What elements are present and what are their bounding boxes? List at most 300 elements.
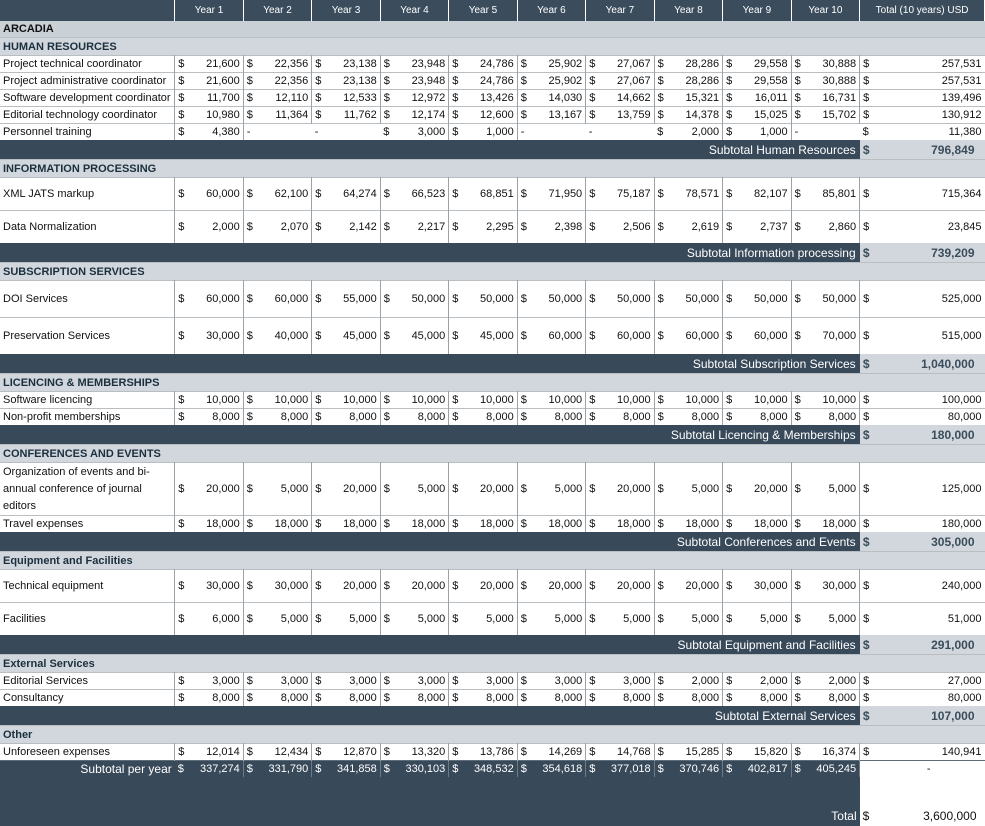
cell-value: 2,142	[328, 211, 380, 244]
currency-symbol: $	[654, 318, 670, 355]
section-header-row	[0, 726, 985, 744]
cell-value: 2,000	[671, 673, 723, 690]
currency-symbol: $	[791, 409, 807, 426]
row-total: 240,000	[873, 570, 985, 603]
currency-symbol: $	[312, 318, 328, 355]
currency-symbol: $	[312, 690, 328, 707]
currency-symbol: $	[860, 409, 873, 426]
cell-value: 6,000	[191, 603, 243, 636]
cell-value: 28,286	[671, 73, 723, 90]
currency-symbol: $	[654, 107, 670, 124]
currency-symbol: $	[723, 178, 739, 211]
table-row	[0, 90, 985, 107]
currency-symbol: $	[243, 73, 259, 90]
currency-symbol: $	[380, 90, 396, 107]
cell-value: 8,000	[397, 690, 449, 707]
currency-symbol: $	[860, 706, 873, 726]
cell-value: 62,100	[260, 178, 312, 211]
cell-value: 23,138	[328, 73, 380, 90]
currency-symbol: $	[723, 56, 739, 73]
currency-symbol: $	[860, 211, 873, 244]
table-row	[0, 516, 985, 533]
row-label: Personnel training	[0, 124, 175, 141]
currency-symbol: $	[791, 392, 807, 409]
per-year-value: 370,746	[671, 761, 723, 778]
cell-value: 2,619	[671, 211, 723, 244]
row-total: 51,000	[873, 603, 985, 636]
cell-value: 2,000	[807, 673, 859, 690]
currency-symbol: $	[586, 318, 602, 355]
currency-symbol: $	[449, 107, 465, 124]
cell-value: 8,000	[191, 409, 243, 426]
cell-value: 5,000	[328, 603, 380, 636]
currency-symbol: $	[380, 761, 396, 778]
cell-value: 10,000	[260, 392, 312, 409]
currency-symbol: $	[791, 690, 807, 707]
cell-value: 45,000	[397, 318, 449, 355]
cell-value: 22,356	[260, 56, 312, 73]
section-title: LICENCING & MEMBERSHIPS	[0, 374, 985, 392]
cell-value: 25,902	[534, 56, 586, 73]
subtotal-value: 739,209	[873, 243, 985, 263]
currency-symbol: $	[723, 690, 739, 707]
cell-value: 20,000	[328, 570, 380, 603]
section-title: SUBSCRIPTION SERVICES	[0, 263, 985, 281]
row-label: Preservation Services	[0, 318, 175, 355]
currency-symbol: $	[312, 211, 328, 244]
cell-value: 5,000	[671, 463, 723, 516]
currency-symbol: $	[860, 90, 873, 107]
currency-symbol: $	[791, 178, 807, 211]
currency-symbol: $	[791, 603, 807, 636]
table-row	[0, 392, 985, 409]
table-row	[0, 603, 985, 636]
subtotal-label: Subtotal Information processing	[0, 243, 860, 263]
cell-value: 66,523	[397, 178, 449, 211]
currency-symbol: $	[860, 673, 873, 690]
cell-value: 68,851	[465, 178, 517, 211]
cell-value: 30,000	[191, 318, 243, 355]
row-total: 125,000	[873, 463, 985, 516]
cell-value: 20,000	[328, 463, 380, 516]
per-year-value: 331,790	[260, 761, 312, 778]
currency-symbol: $	[380, 124, 396, 141]
cell-value: 50,000	[602, 281, 654, 318]
currency-symbol: $	[449, 673, 465, 690]
cell-value: 18,000	[465, 516, 517, 533]
currency-symbol: $	[312, 73, 328, 90]
cell-value: 11,762	[328, 107, 380, 124]
cell-value: 12,434	[260, 744, 312, 761]
section-header-row	[0, 445, 985, 463]
dash-cell: -	[243, 124, 311, 141]
currency-symbol: $	[791, 570, 807, 603]
cell-value: 20,000	[671, 570, 723, 603]
cell-value: 16,011	[739, 90, 791, 107]
cell-value: 60,000	[602, 318, 654, 355]
currency-symbol: $	[791, 107, 807, 124]
cell-value: 2,398	[534, 211, 586, 244]
cell-value: 64,274	[328, 178, 380, 211]
per-year-value: 377,018	[602, 761, 654, 778]
cell-value: 45,000	[328, 318, 380, 355]
currency-symbol: $	[723, 107, 739, 124]
cell-value: 10,000	[807, 392, 859, 409]
currency-symbol: $	[175, 409, 191, 426]
cell-value: 18,000	[671, 516, 723, 533]
row-label: Data Normalization	[0, 211, 175, 244]
cell-value: 5,000	[397, 463, 449, 516]
subtotal-row	[0, 425, 985, 445]
row-label: Editorial Services	[0, 673, 175, 690]
currency-symbol: $	[860, 635, 873, 655]
currency-symbol: $	[449, 463, 465, 516]
currency-symbol: $	[654, 516, 670, 533]
table-row	[0, 178, 985, 211]
cell-value: 20,000	[397, 570, 449, 603]
subtotal-value: 1,040,000	[873, 354, 985, 374]
currency-symbol: $	[860, 744, 873, 761]
subtotal-label: Subtotal Licencing & Memberships	[0, 425, 860, 445]
cell-value: 20,000	[602, 463, 654, 516]
currency-symbol: $	[449, 90, 465, 107]
currency-symbol: $	[791, 56, 807, 73]
currency-symbol: $	[312, 178, 328, 211]
subtotal-label: Subtotal Conferences and Events	[0, 532, 860, 552]
cell-value: 3,000	[602, 673, 654, 690]
cell-value: 13,167	[534, 107, 586, 124]
subtotal-value: 305,000	[873, 532, 985, 552]
cell-value: 2,070	[260, 211, 312, 244]
currency-symbol: $	[586, 56, 602, 73]
cell-value: 18,000	[397, 516, 449, 533]
cell-value: 2,000	[739, 673, 791, 690]
cell-value: 14,662	[602, 90, 654, 107]
cell-value: 50,000	[397, 281, 449, 318]
currency-symbol: $	[380, 409, 396, 426]
currency-symbol: $	[654, 761, 670, 778]
currency-symbol: $	[723, 124, 739, 141]
cell-value: 15,820	[739, 744, 791, 761]
table-row	[0, 56, 985, 73]
currency-symbol: $	[654, 744, 670, 761]
cell-value: 23,948	[397, 73, 449, 90]
currency-symbol: $	[449, 73, 465, 90]
cell-value: 20,000	[534, 570, 586, 603]
section-header-row	[0, 655, 985, 673]
currency-symbol: $	[312, 409, 328, 426]
cell-value: 5,000	[260, 463, 312, 516]
section-header-row	[0, 160, 985, 178]
currency-symbol: $	[517, 90, 533, 107]
cell-value: 3,000	[397, 673, 449, 690]
cell-value: 8,000	[739, 690, 791, 707]
currency-symbol: $	[860, 392, 873, 409]
currency-symbol: $	[517, 570, 533, 603]
year-header: Year 10	[791, 0, 859, 21]
currency-symbol: $	[175, 56, 191, 73]
table-row	[0, 409, 985, 426]
row-total: 11,380	[873, 124, 985, 141]
cell-value: 60,000	[671, 318, 723, 355]
currency-symbol: $	[243, 673, 259, 690]
currency-symbol: $	[586, 690, 602, 707]
currency-symbol: $	[723, 570, 739, 603]
currency-symbol: $	[654, 73, 670, 90]
grand-total-row	[0, 777, 985, 826]
currency-symbol: $	[243, 463, 259, 516]
cell-value: 8,000	[328, 409, 380, 426]
cell-value: 3,000	[260, 673, 312, 690]
currency-symbol: $	[586, 392, 602, 409]
row-total: 27,000	[873, 673, 985, 690]
dash-cell: -	[586, 124, 654, 141]
currency-symbol: $	[654, 603, 670, 636]
cell-value: 18,000	[534, 516, 586, 533]
cell-value: 12,014	[191, 744, 243, 761]
cell-value: 8,000	[739, 409, 791, 426]
cell-value: 21,600	[191, 73, 243, 90]
currency-symbol: $	[380, 744, 396, 761]
row-total: 139,496	[873, 90, 985, 107]
per-year-value: 330,103	[397, 761, 449, 778]
currency-symbol: $	[860, 516, 873, 533]
row-label: Project technical coordinator	[0, 56, 175, 73]
year-header: Year 8	[654, 0, 722, 21]
currency-symbol: $	[175, 570, 191, 603]
currency-symbol: $	[654, 124, 670, 141]
currency-symbol: $	[586, 211, 602, 244]
currency-symbol: $	[517, 761, 533, 778]
cell-value: 20,000	[602, 570, 654, 603]
cell-value: 8,000	[807, 409, 859, 426]
currency-symbol: $	[860, 243, 873, 263]
currency-symbol: $	[517, 516, 533, 533]
row-label: Organization of events and bi-annual conference of journal editors	[0, 463, 175, 516]
section-title: CONFERENCES AND EVENTS	[0, 445, 985, 463]
cell-value: 30,000	[739, 570, 791, 603]
currency-symbol: $	[517, 107, 533, 124]
cell-value: 5,000	[397, 603, 449, 636]
cell-value: 8,000	[671, 690, 723, 707]
currency-symbol: $	[175, 690, 191, 707]
cell-value: 2,295	[465, 211, 517, 244]
currency-symbol: $	[586, 673, 602, 690]
row-label: Unforeseen expenses	[0, 744, 175, 761]
cell-value: 3,000	[191, 673, 243, 690]
currency-symbol: $	[654, 178, 670, 211]
cell-value: 10,980	[191, 107, 243, 124]
header-row	[0, 0, 985, 21]
header-corner	[0, 0, 175, 21]
currency-symbol: $	[243, 178, 259, 211]
cell-value: 11,700	[191, 90, 243, 107]
currency-symbol: $	[517, 392, 533, 409]
section-title: Equipment and Facilities	[0, 552, 985, 570]
cell-value: 8,000	[465, 409, 517, 426]
row-total: 100,000	[873, 392, 985, 409]
currency-symbol: $	[175, 463, 191, 516]
currency-symbol: $	[312, 603, 328, 636]
subtotal-label: Subtotal Subscription Services	[0, 354, 860, 374]
cell-value: 14,269	[534, 744, 586, 761]
total-header: Total (10 years) USD	[860, 0, 985, 21]
cell-value: 60,000	[534, 318, 586, 355]
cell-value: 5,000	[534, 603, 586, 636]
cell-value: 3,000	[465, 673, 517, 690]
cell-value: 3,000	[328, 673, 380, 690]
currency-symbol: $	[243, 761, 259, 778]
subtotal-row	[0, 140, 985, 160]
year-header: Year 6	[517, 0, 585, 21]
org-row	[0, 21, 985, 38]
currency-symbol: $	[243, 281, 259, 318]
currency-symbol: $	[517, 56, 533, 73]
table-row	[0, 211, 985, 244]
currency-symbol: $	[723, 761, 739, 778]
subtotal-row	[0, 354, 985, 374]
currency-symbol: $	[449, 124, 465, 141]
dash-cell: -	[312, 124, 380, 141]
cell-value: 2,000	[671, 124, 723, 141]
section-header-row	[0, 552, 985, 570]
currency-symbol: $	[860, 281, 873, 318]
per-year-value: 405,245	[807, 761, 859, 778]
currency-symbol: $	[449, 211, 465, 244]
cell-value: 50,000	[807, 281, 859, 318]
cell-value: 60,000	[191, 281, 243, 318]
currency-symbol: $	[449, 516, 465, 533]
cell-value: 18,000	[807, 516, 859, 533]
cell-value: 30,000	[191, 570, 243, 603]
table-row	[0, 281, 985, 318]
cell-value: 8,000	[328, 690, 380, 707]
currency-symbol: $	[380, 56, 396, 73]
currency-symbol: $	[791, 761, 807, 778]
currency-symbol: $	[586, 761, 602, 778]
cell-value: 8,000	[397, 409, 449, 426]
cell-value: 21,600	[191, 56, 243, 73]
cell-value: 30,000	[260, 570, 312, 603]
currency-symbol: $	[860, 73, 873, 90]
currency-symbol: $	[380, 673, 396, 690]
per-year-value: 402,817	[739, 761, 791, 778]
currency-symbol: $	[449, 744, 465, 761]
cell-value: 8,000	[807, 690, 859, 707]
section-header-row	[0, 263, 985, 281]
subtotal-label: Subtotal Equipment and Facilities	[0, 635, 860, 655]
dash-cell: -	[517, 124, 585, 141]
currency-symbol: $	[586, 73, 602, 90]
currency-symbol: $	[175, 73, 191, 90]
row-label: Project administrative coordinator	[0, 73, 175, 90]
currency-symbol: $	[517, 463, 533, 516]
cell-value: 8,000	[260, 690, 312, 707]
currency-symbol: $	[791, 281, 807, 318]
currency-symbol: $	[791, 73, 807, 90]
currency-symbol: $	[517, 603, 533, 636]
cell-value: 13,759	[602, 107, 654, 124]
cell-value: 27,067	[602, 73, 654, 90]
currency-symbol: $	[243, 409, 259, 426]
subtotal-row	[0, 706, 985, 726]
grand-total-value: 3,600,000	[873, 777, 985, 826]
currency-symbol: $	[791, 90, 807, 107]
year-header: Year 2	[243, 0, 311, 21]
currency-symbol: $	[517, 409, 533, 426]
cell-value: 15,702	[807, 107, 859, 124]
year-header: Year 7	[586, 0, 654, 21]
org-name: ARCADIA	[0, 21, 985, 38]
table-row	[0, 673, 985, 690]
currency-symbol: $	[791, 744, 807, 761]
cell-value: 18,000	[328, 516, 380, 533]
cell-value: 2,217	[397, 211, 449, 244]
currency-symbol: $	[586, 603, 602, 636]
cell-value: 14,378	[671, 107, 723, 124]
currency-symbol: $	[449, 281, 465, 318]
currency-symbol: $	[243, 211, 259, 244]
currency-symbol: $	[380, 107, 396, 124]
subtotal-row	[0, 243, 985, 263]
cell-value: 75,187	[602, 178, 654, 211]
cell-value: 85,801	[807, 178, 859, 211]
subtotal-value: 796,849	[873, 140, 985, 160]
currency-symbol: $	[380, 690, 396, 707]
cell-value: 13,786	[465, 744, 517, 761]
row-label: Editorial technology coordinator	[0, 107, 175, 124]
cell-value: 50,000	[534, 281, 586, 318]
currency-symbol: $	[654, 90, 670, 107]
cell-value: 5,000	[671, 603, 723, 636]
currency-symbol: $	[312, 570, 328, 603]
cell-value: 12,600	[465, 107, 517, 124]
currency-symbol: $	[243, 570, 259, 603]
cell-value: 8,000	[465, 690, 517, 707]
currency-symbol: $	[312, 107, 328, 124]
currency-symbol: $	[654, 211, 670, 244]
currency-symbol: $	[243, 392, 259, 409]
currency-symbol: $	[654, 570, 670, 603]
cell-value: 2,506	[602, 211, 654, 244]
cell-value: 71,950	[534, 178, 586, 211]
currency-symbol: $	[586, 463, 602, 516]
cell-value: 18,000	[191, 516, 243, 533]
currency-symbol: $	[860, 140, 873, 160]
currency-symbol: $	[860, 124, 873, 141]
table-row	[0, 73, 985, 90]
currency-symbol: $	[517, 281, 533, 318]
subtotal-value: 107,000	[873, 706, 985, 726]
cell-value: 12,870	[328, 744, 380, 761]
currency-symbol: $	[723, 409, 739, 426]
per-year-value: 348,532	[465, 761, 517, 778]
row-total: 23,845	[873, 211, 985, 244]
currency-symbol: $	[860, 318, 873, 355]
year-header: Year 4	[380, 0, 448, 21]
currency-symbol: $	[243, 690, 259, 707]
cell-value: 5,000	[465, 603, 517, 636]
cell-value: 1,000	[739, 124, 791, 141]
row-total: 257,531	[873, 56, 985, 73]
currency-symbol: $	[243, 744, 259, 761]
cell-value: 12,972	[397, 90, 449, 107]
section-title: INFORMATION PROCESSING	[0, 160, 985, 178]
cell-value: 8,000	[602, 409, 654, 426]
currency-symbol: $	[175, 603, 191, 636]
currency-symbol: $	[723, 281, 739, 318]
currency-symbol: $	[243, 603, 259, 636]
